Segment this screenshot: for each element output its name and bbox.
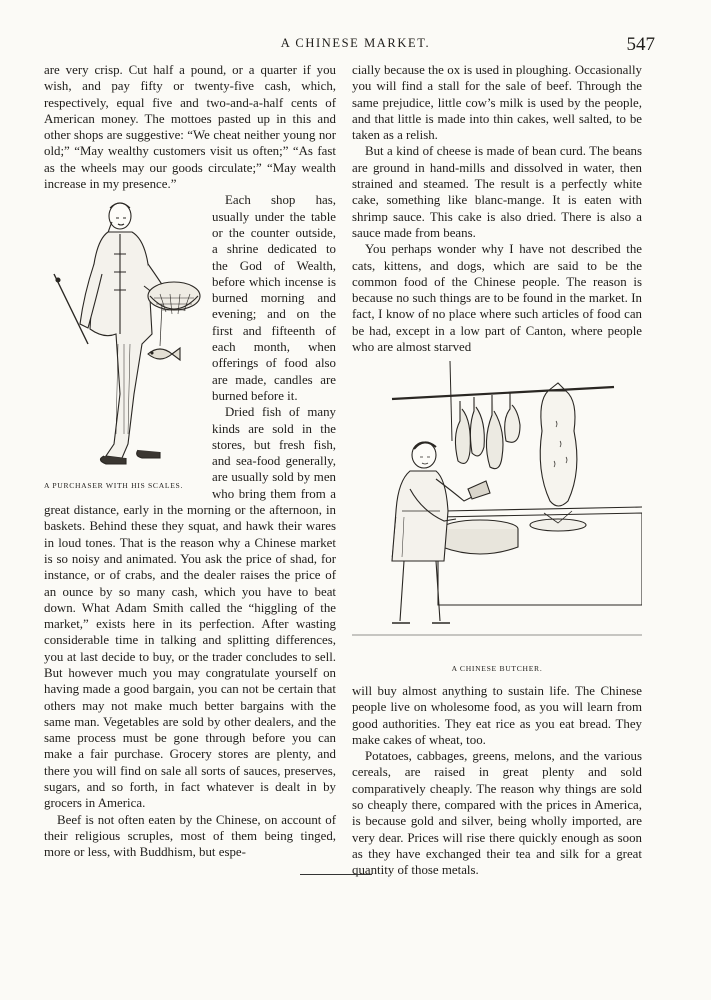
paragraph: Potatoes, cabbages, greens, melons, and the various cereals, are raised in great plenty and sold comparatively cheaply. The reason why things are sold so cheaply there, compared with the prices in America, is because gold and silver, being wholly imported, are very dear. Prices will rise there quickly enough as soon as they have exchanged their tea and silk for a great quantity of those metals. <box>352 749 642 878</box>
page-number: 547 <box>626 34 655 55</box>
page-header <box>0 34 711 60</box>
paragraph: cially because the ox is used in ploughing. Occasionally you will find a stall for the sale of beef. Through the same prejudice, little cow’s milk is used by the people, and that little is made into thin cakes, well salted, to be taken as a relish. <box>352 63 642 143</box>
running-title: A CHINESE MARKET. <box>280 36 431 50</box>
paragraph: But a kind of cheese is made of bean curd. The beans are ground in hand-mills and dissolved in water, then strained and steamed. The result is a perfectly white cake, something like blanc-mange. It is eaten with shrimp sauce. This cake is also dried. There is also a sauce made from beans. <box>352 144 642 240</box>
figure-caption: A CHINESE BUTCHER. <box>451 663 543 673</box>
paragraph: will buy almost anything to sustain life. The Chinese people live on wholesome food, as you will learn from good authorities. They eat rice as you eat bread. They make cakes of wheat, too. <box>352 683 642 747</box>
footer-rule <box>300 874 372 875</box>
paragraph: are very crisp. Cut half a pound, or a quarter if you wish, and pay fifty or twenty-five cash, which, respectively, equal five and two-and-a-half cents of American money. The mottoes pasted up in this and other shops are suggestive: “We cheat neither young nor old;” “May wealthy customers visit us often;” “As fast as the wheels may our goods circulate;” “May wealth increase in my presence.” <box>44 63 336 192</box>
right-column <box>352 62 642 879</box>
figure-caption: A PURCHASER WITH HIS SCALES. <box>44 481 184 491</box>
figure-purchaser <box>44 194 204 494</box>
paragraph: Dried fish of many kinds are sold in the stores, but fresh fish, and sea-food generally, are usually sold by men who bring them from a great distance, early in the morning or the afternoon, in baskets. Behind these they squat, and hawk their wares in loud tones. That is the reason why a Chinese market is so noisy and animated. You ask the price of shad, for instance, or of crabs, and the dealer raises the price of an ounce by so many cash, which you have to beat down. What Adam Smith called the “higgling of the market,” exists here in its perfection. After wasting considerable time in talking and splitting differences, you at last decide to buy, or the trader concludes to sell. But however much you may congratulate yourself on having made a good bargain, you can not be certain that others may not make much better bargains with the same man. Vegetables are sold by other dealers, and the same process must be gone through before you can make a fair purchase. Grocery stores are plenty, and there you will find on sale all sorts of sauces, preserves, sugars, and so forth, in fact whatever is dealt in by grocers in America. <box>44 405 336 811</box>
figure-butcher <box>352 361 642 677</box>
left-column <box>44 62 336 861</box>
butcher-illustration <box>352 361 642 655</box>
paragraph: Each shop has, usually under the table or the counter outside, a shrine dedicated to the God of Wealth, before which incense is burned morning and evening; and on the first and fifteenth of each month, when offerings of food also are made, candles are burned before it. <box>212 193 336 403</box>
purchaser-illustration <box>44 194 204 479</box>
paragraph: You perhaps wonder why I have not described the cats, kittens, and dogs, which are said to be the common food of the Chinese people. The reason is because no such things are to be found in the market. In fact, I know of no place where such articles of food can be had, except in a low part of Canton, where people who are almost starved <box>352 242 642 355</box>
paragraph: Beef is not often eaten by the Chinese, on account of their religious scruples, most of them being tinged, more or less, with Buddhism, but espe- <box>44 812 336 860</box>
